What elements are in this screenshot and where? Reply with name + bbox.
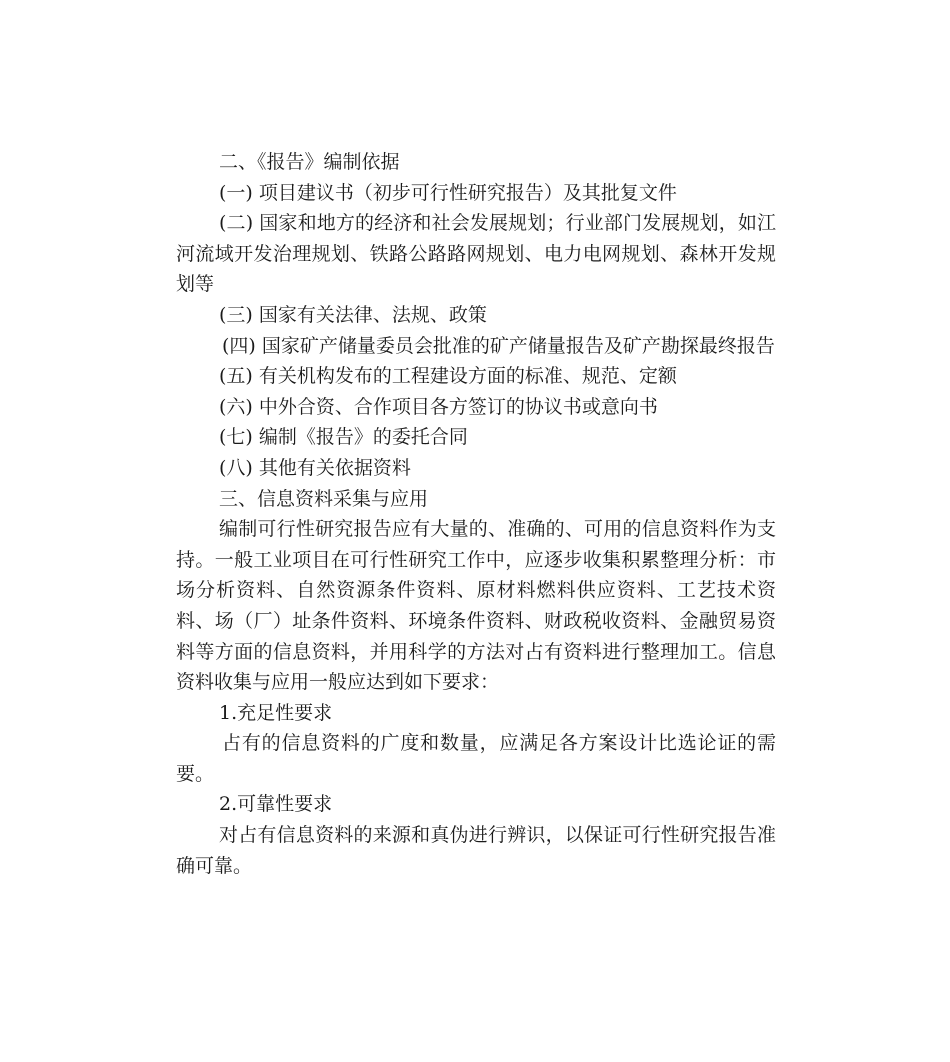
info-paragraph: 编制可行性研究报告应有大量的、准确的、可用的信息资料作为支持。一般工业项目在可行性研究工作中，应逐步收集积累整理分析：市场分析资料、自然资源条件资料、原材料燃料供应资料、工艺技术资料、场（厂）址条件资料、环境条件资料、财政税收资料、金融贸易资料等方面的信息资料，并用科学的方法对占有资料进行整理加工。信息资料收集与应用一般应达到如下要求：: [176, 518, 776, 694]
basis-item-4: (四) 国家矿产储量委员会批准的矿产储量报告及矿产勘探最终报告: [222, 334, 775, 357]
basis-item-3: (三) 国家有关法律、法规、政策: [219, 303, 487, 326]
basis-item-5: (五) 有关机构发布的工程建设方面的标准、规范、定额: [219, 365, 677, 388]
basis-item-8: (八) 其他有关依据资料: [219, 456, 411, 479]
basis-item-7: (七) 编制《报告》的委托合同: [219, 426, 468, 449]
requirement-heading-1: 1.充足性要求: [219, 701, 333, 724]
section-heading-basis: 二、《报告》编制依据: [219, 151, 400, 173]
basis-item-1: (一) 项目建议书（初步可行性研究报告）及其批复文件: [219, 181, 677, 204]
basis-item-6: (六) 中外合资、合作项目各方签订的协议书或意向书: [219, 395, 658, 418]
section-heading-info: 三、信息资料采集与应用: [219, 487, 429, 510]
requirement-heading-2: 2.可靠性要求: [219, 793, 333, 816]
requirement-text-1: 占有的信息资料的广度和数量，应满足各方案设计比选论证的需要。: [176, 732, 776, 785]
document-body: [176, 147, 776, 881]
basis-item-2: (二) 国家和地方的经济和社会发展规划；行业部门发展规划，如江河流域开发治理规划、铁路公路路网规划、电力电网规划、森林开发规划等: [176, 212, 776, 296]
requirement-text-2: 对占有信息资料的来源和真伪进行辨识，以保证可行性研究报告准确可靠。: [176, 824, 776, 877]
